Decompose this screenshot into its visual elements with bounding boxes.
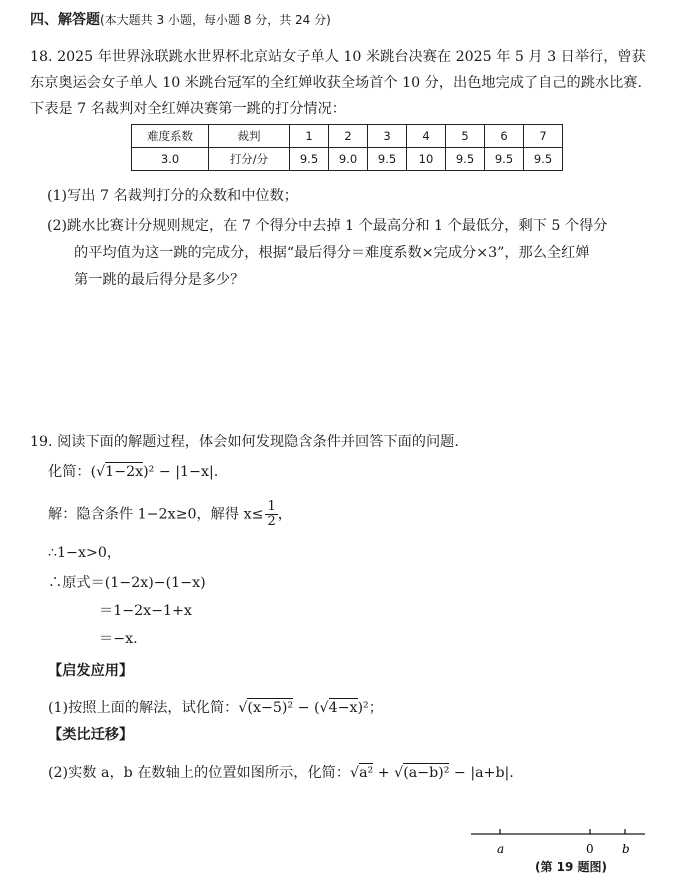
q19-simplify: 化简：(√1−2x)² − |1−x|. [48, 464, 219, 480]
question-18-stem: 18. 2025 年世界泳联跳水世界杯北京站女子单人 10 米跳台决赛在 2025 年 5 月 3 日举行，曾获东京奥运会女子单人 10 米跳台冠军的全红婵收获全场首个 10 分，出色地完成了自己的跳水比赛. 下表是 7 名裁判对全红婵决赛第一跳的打分情况： [30, 49, 646, 117]
simplify-label: 化简： [48, 464, 91, 480]
q18-sub2-line2: 的平均值为这一跳的完成分，根据“最后得分＝难度系数×完成分×3”，那么全红婵 [74, 245, 590, 261]
table-header-cell: 3 [368, 125, 407, 148]
axis-label-0: 0 [586, 842, 594, 856]
table-header-cell: 裁判 [209, 125, 290, 148]
score-table [131, 124, 563, 171]
fraction-denominator: 2 [267, 514, 276, 529]
section-title [30, 9, 331, 29]
expr-part: − ( [293, 700, 320, 716]
table-header-cell: 5 [446, 125, 485, 148]
expr-part: + [373, 765, 395, 781]
table-row [132, 148, 563, 171]
q19-application-1: (1)按照上面的解法，试化简：√(x−5)² − (√4−x)²； [48, 700, 383, 716]
expr-part: )²； [357, 700, 383, 716]
table-cell: 9.5 [290, 148, 329, 171]
q18-sub2-line3: 第一跳的最后得分是多少？ [74, 272, 245, 288]
table-cell: 9.5 [446, 148, 485, 171]
q19-step4: ＝−x. [99, 631, 138, 647]
radicand: 1−2x [105, 464, 144, 480]
table-row [132, 125, 563, 148]
expr-part: ( [90, 464, 97, 480]
q19-application-2: (2)实数 a，b 在数轴上的位置如图所示，化简：√a² + √(a−b)² − |a+b|. [48, 765, 514, 781]
table-header-cell: 6 [485, 125, 524, 148]
q19-solution [48, 500, 292, 529]
application-text: (2)实数 a，b 在数轴上的位置如图所示，化简： [48, 765, 351, 781]
table-header-cell: 2 [329, 125, 368, 148]
q18-sub2-line1: (2)跳水比赛计分规则规定，在 7 个得分中去掉 1 个最高分和 1 个最低分，剩下 5 个得分 [47, 218, 608, 234]
solution-text: 解：隐含条件 1−2x≥0，解得 x≤ [48, 506, 264, 523]
table-cell: 9.5 [368, 148, 407, 171]
heading-analogy: 【类比迁移】 [48, 727, 134, 743]
radicand: a² [359, 765, 374, 781]
axis-label-b: b [622, 842, 630, 856]
axis-label-a: a [497, 842, 505, 856]
radicand: (x−5)² [247, 700, 294, 716]
table-cell: 9.5 [485, 148, 524, 171]
q19-intro: 19. 阅读下面的解题过程，体会如何发现隐含条件并回答下面的问题. [30, 434, 459, 450]
radicand: (a−b)² [403, 765, 450, 781]
application-text: (1)按照上面的解法，试化简： [48, 700, 239, 716]
section-title-text: 四、解答题 [30, 12, 100, 28]
q19-step1: ∴1−x>0， [48, 545, 122, 561]
radicand: 4−x [328, 700, 358, 716]
table-cell: 9.0 [329, 148, 368, 171]
heading-application: 【启发应用】 [48, 663, 134, 679]
solution-suffix: ， [277, 506, 292, 523]
q18-sub1: (1)写出 7 名裁判打分的众数和中位数； [47, 188, 298, 204]
table-cell: 3.0 [132, 148, 209, 171]
table-cell: 9.5 [524, 148, 563, 171]
fraction [265, 500, 277, 529]
table-header-cell: 4 [407, 125, 446, 148]
section-note: (本大题共 3 小题，每小题 8 分，共 24 分) [100, 13, 331, 27]
figure-caption: (第 19 题图) [535, 860, 608, 874]
table-cell: 打分/分 [209, 148, 290, 171]
fraction-numerator: 1 [267, 499, 276, 514]
q19-step3: ＝1−2x−1+x [99, 603, 192, 619]
table-header-cell: 7 [524, 125, 563, 148]
q19-step2: ∴原式＝(1−2x)−(1−x) [48, 575, 206, 591]
table-cell: 10 [407, 148, 446, 171]
expr-part: − |a+b|. [449, 765, 514, 781]
table-header-cell: 难度系数 [132, 125, 209, 148]
table-header-cell: 1 [290, 125, 329, 148]
expr-part: )² − |1−x|. [143, 464, 219, 480]
